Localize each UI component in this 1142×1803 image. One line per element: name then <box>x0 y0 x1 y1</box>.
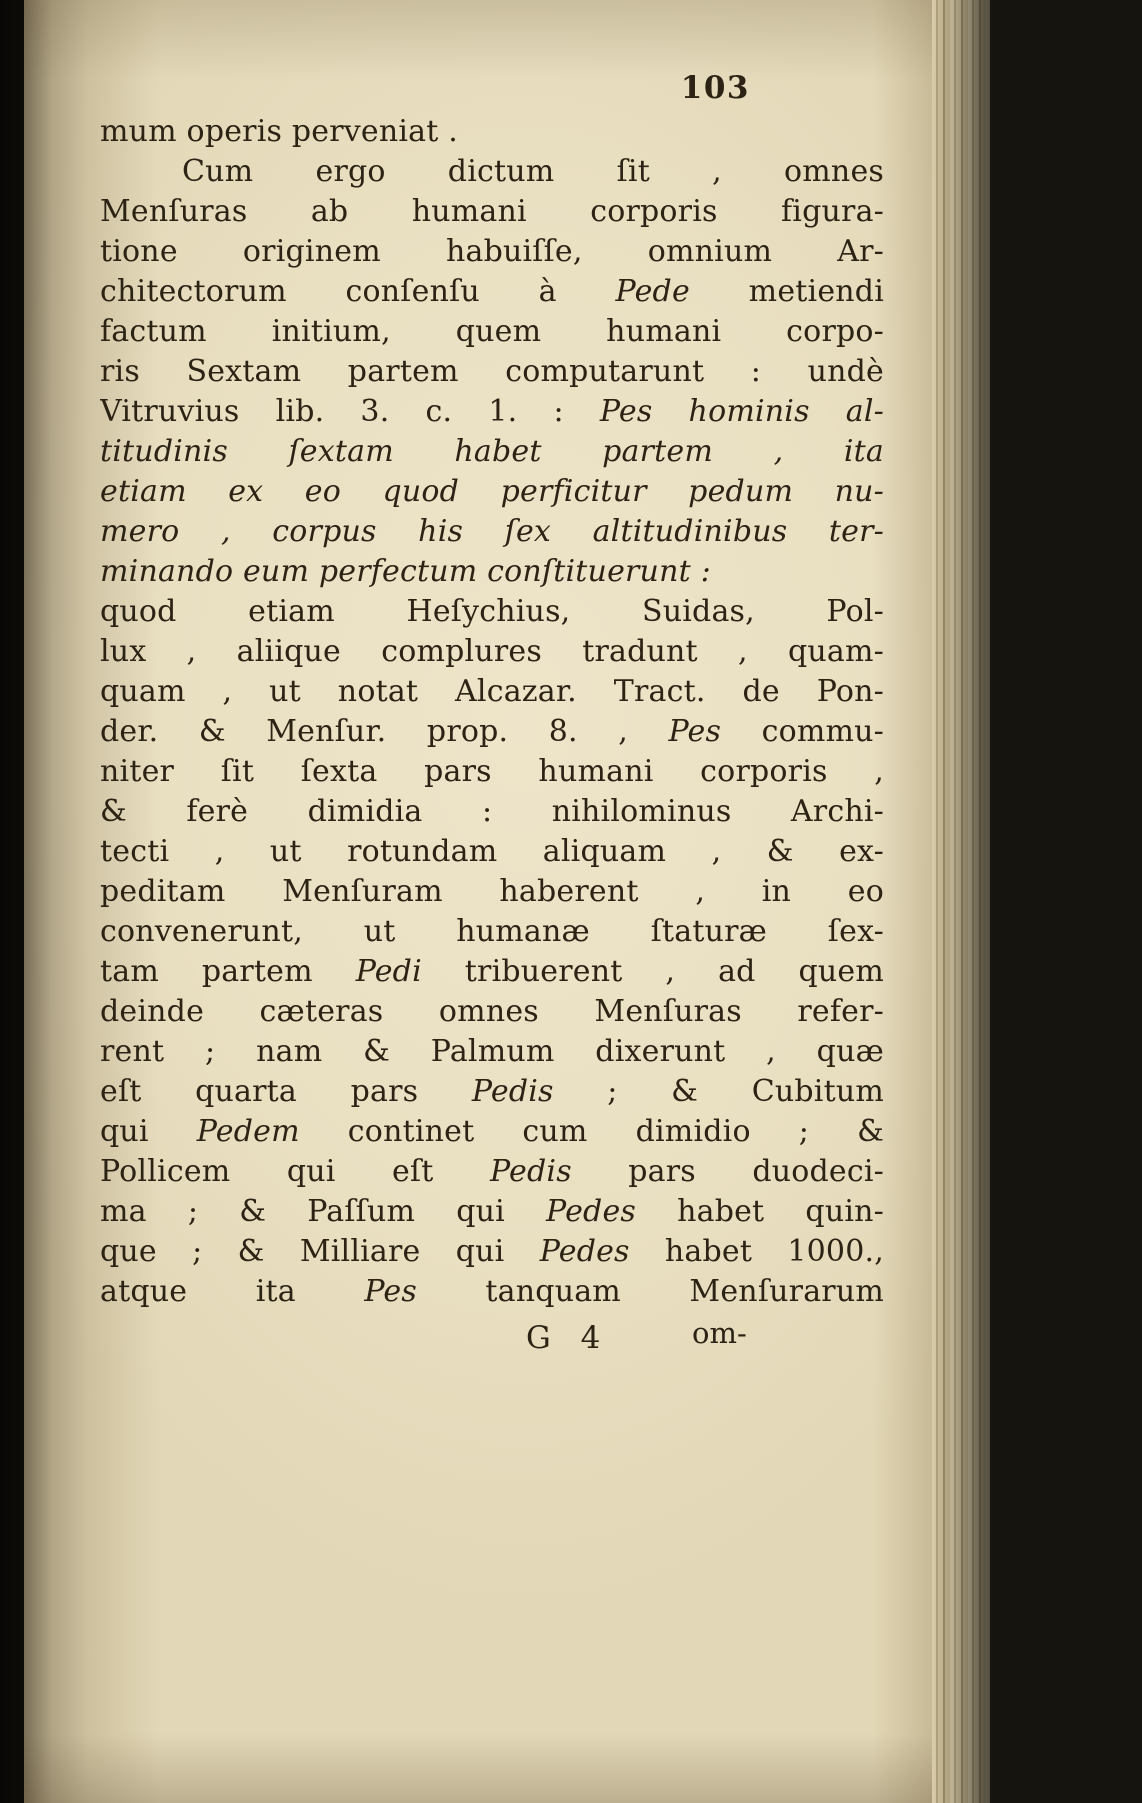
text-line <box>100 232 884 272</box>
text-segment: & ferè dimidia : nihilominus Archi- <box>100 794 884 829</box>
text-segment: qui <box>100 1114 197 1149</box>
text-segment: der. & Menſur. prop. 8. , <box>100 714 669 749</box>
text-line <box>100 312 884 352</box>
text-line <box>100 992 884 1032</box>
italic-text-segment: Pes <box>364 1274 417 1309</box>
italic-text-segment: minando eum perfectum conſtituerunt : <box>100 554 711 589</box>
text-segment: tecti , ut rotundam aliquam , & ex- <box>100 834 884 869</box>
text-line <box>100 552 884 592</box>
text-segment: tribuerent , ad quem <box>421 954 884 989</box>
text-line <box>100 1152 884 1192</box>
text-line <box>100 1232 884 1272</box>
text-segment: ris Sextam partem computarunt : undè <box>100 354 884 389</box>
text-segment: eſt quarta pars <box>100 1074 472 1109</box>
text-line <box>100 192 884 232</box>
italic-text-segment: Pedes <box>539 1234 630 1269</box>
text-line <box>100 1192 884 1232</box>
italic-text-segment: titudinis ſextam habet partem , ita <box>100 434 884 469</box>
text-segment: quod etiam Heſychius, Suidas, Pol- <box>100 594 884 629</box>
italic-text-segment: Pes <box>668 714 722 749</box>
text-line <box>100 1272 884 1312</box>
text-segment: habet quin- <box>636 1194 884 1229</box>
text-segment: pars duodeci- <box>571 1154 884 1189</box>
text-segment: ; & Cubitum <box>553 1074 884 1109</box>
text-line <box>100 1072 884 1112</box>
text-line <box>100 1032 884 1072</box>
text-line <box>100 952 884 992</box>
text-line <box>100 432 884 472</box>
left-binding-shadow <box>0 0 24 1803</box>
text-segment: deinde cæteras omnes Menſuras refer- <box>100 994 884 1029</box>
text-segment: Vitruvius lib. 3. c. 1. : <box>100 394 600 429</box>
italic-text-segment: etiam ex eo quod perficitur pedum nu- <box>100 474 884 509</box>
text-line <box>100 712 884 752</box>
text-line <box>100 352 884 392</box>
text-line <box>100 872 884 912</box>
text-segment: continet cum dimidio ; & <box>299 1114 884 1149</box>
italic-text-segment: Pedi <box>355 954 422 989</box>
text-line <box>100 792 884 832</box>
book-page <box>24 0 932 1803</box>
text-segment: que ; & Milliare qui <box>100 1234 540 1269</box>
signature-mark: G 4 <box>526 1320 603 1356</box>
text-segment: convenerunt, ut humanæ ſtaturæ ſex- <box>100 914 884 949</box>
text-line <box>100 632 884 672</box>
text-segment: ma ; & Paſſum qui <box>100 1194 547 1229</box>
text-segment: atque ita <box>100 1274 365 1309</box>
text-segment: chitectorum conſenſu à <box>100 274 616 309</box>
text-segment: lux , aliique complures tradunt , quam- <box>100 634 884 669</box>
text-block <box>100 112 884 1312</box>
text-segment: commu- <box>721 714 884 749</box>
text-line <box>100 112 884 152</box>
text-line <box>100 912 884 952</box>
text-segment: tanquam Menſurarum <box>416 1274 884 1309</box>
text-segment: niter ſit ſexta pars humani corporis , <box>100 754 884 789</box>
text-line <box>100 272 884 312</box>
text-line <box>100 672 884 712</box>
text-line <box>100 592 884 632</box>
text-segment: rent ; nam & Palmum dixerunt , quæ <box>100 1034 884 1069</box>
text-line <box>100 472 884 512</box>
text-segment: metiendi <box>689 274 884 309</box>
text-segment: Menſuras ab humani corporis figura- <box>100 194 884 229</box>
italic-text-segment: Pedis <box>471 1074 554 1109</box>
italic-text-segment: Pedes <box>546 1194 636 1229</box>
italic-text-segment: Pede <box>615 274 690 309</box>
text-segment: tione originem habuiſſe, omnium Ar- <box>100 234 884 269</box>
catchword: om- <box>692 1316 747 1350</box>
text-line <box>100 512 884 552</box>
text-line <box>100 152 884 192</box>
italic-text-segment: Pedem <box>196 1114 300 1149</box>
text-segment: quam , ut notat Alcazar. Tract. de Pon- <box>100 674 884 709</box>
page-number: 103 <box>680 70 750 106</box>
text-segment: peditam Menſuram haberent , in eo <box>100 874 884 909</box>
italic-text-segment: Pes hominis al- <box>599 394 884 429</box>
text-segment: Cum ergo dictum ſit , omnes <box>182 154 884 189</box>
italic-text-segment: Pedis <box>490 1154 572 1189</box>
text-segment: tam partem <box>100 954 356 989</box>
text-line <box>100 752 884 792</box>
text-line <box>100 1112 884 1152</box>
text-segment: mum operis perveniat . <box>100 114 458 149</box>
text-segment: habet 1000., <box>629 1234 884 1269</box>
text-line <box>100 392 884 432</box>
page-fore-edge <box>932 0 990 1803</box>
text-segment: factum initium, quem humani corpo- <box>100 314 884 349</box>
text-segment: Pollicem qui eſt <box>100 1154 490 1189</box>
italic-text-segment: mero , corpus his ſex altitudinibus ter- <box>100 514 884 549</box>
text-line <box>100 832 884 872</box>
